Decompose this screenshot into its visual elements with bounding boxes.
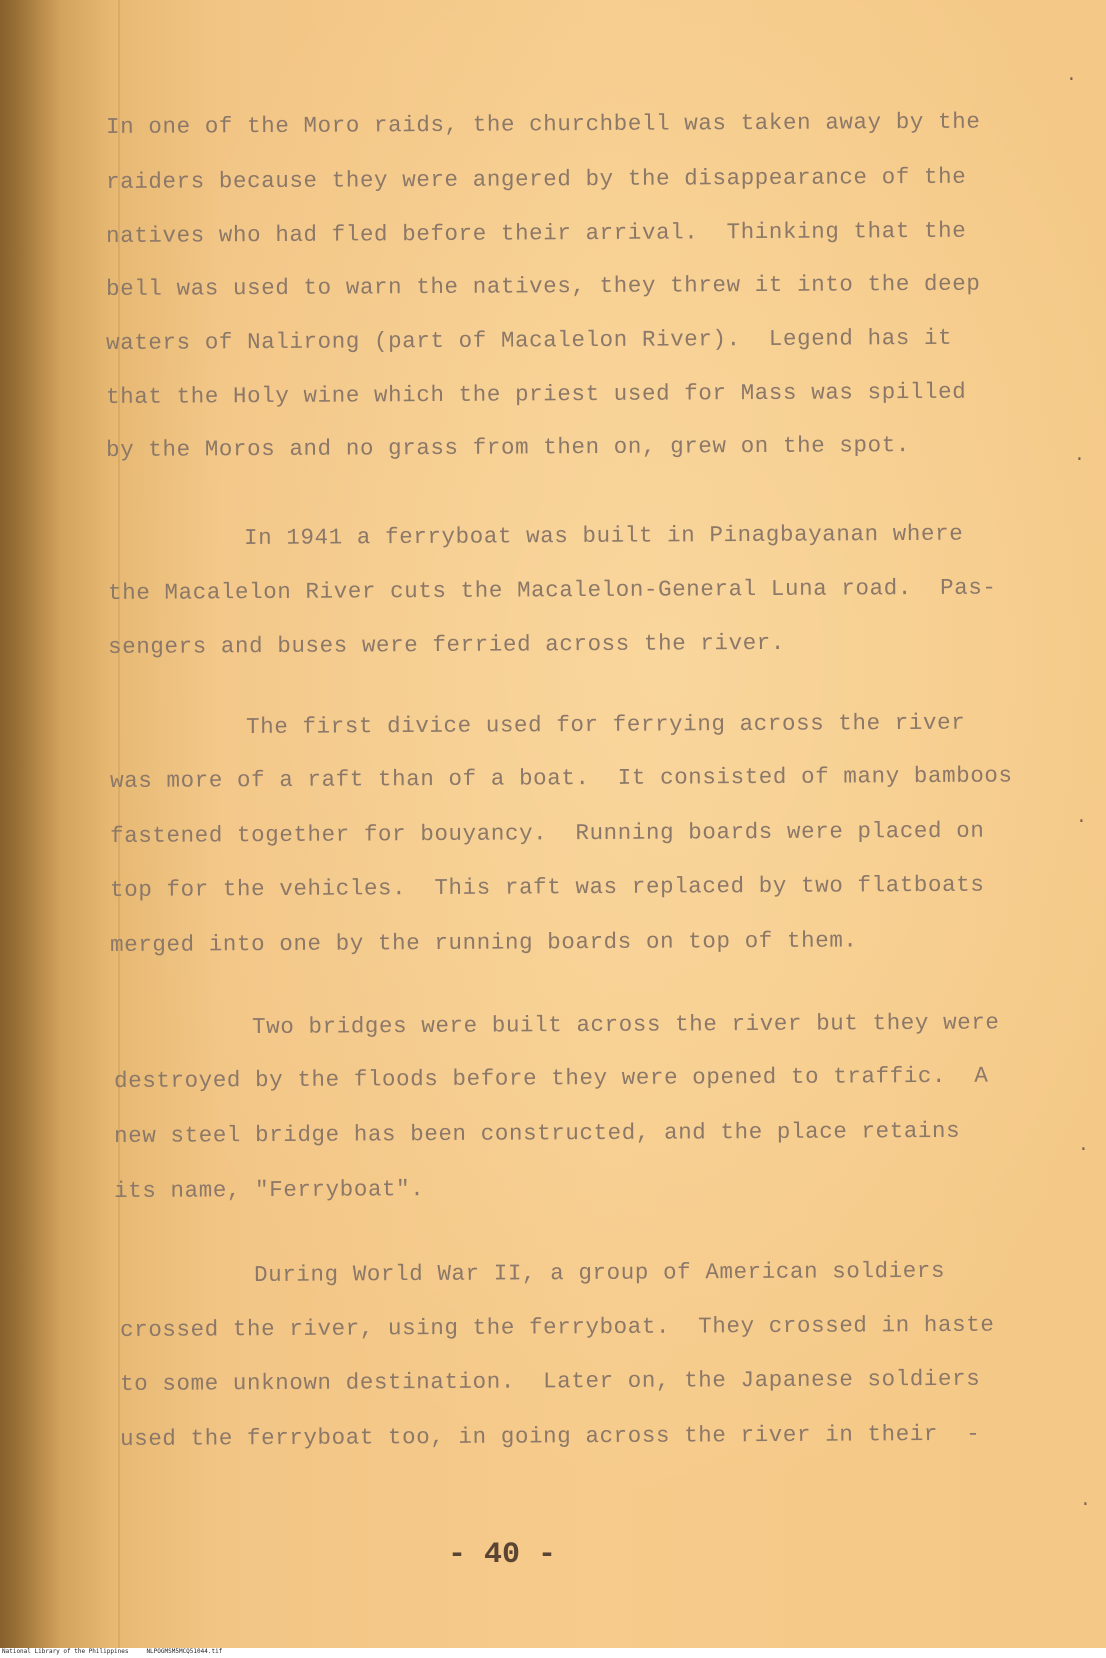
text-line: sengers and buses were ferried across the river. [108, 629, 786, 660]
text-line: destroyed by the floods before they were opened to traffic. A [114, 1062, 989, 1094]
text-line: waters of Nalirong (part of Macalelon River). Legend has it [106, 324, 953, 356]
text-line: the Macalelon River cuts the Macalelon-General Luna road. Pas- [108, 574, 997, 606]
text-line: natives who had fled before their arrival. Thinking that the [106, 217, 967, 249]
margin-mark: · [1078, 1140, 1089, 1160]
text-line: was more of a raft than of a boat. It consisted of many bamboos [110, 762, 1013, 794]
text-line: bell was used to warn the natives, they threw it into the deep [106, 270, 981, 302]
page-number: - 40 - [448, 1538, 557, 1572]
text-line: Two bridges were built across the river but they were [252, 1009, 1000, 1040]
text-line: to some unknown destination. Later on, the Japanese soldiers [120, 1365, 981, 1397]
text-line: used the ferryboat too, in going across the river in their - [120, 1420, 981, 1452]
text-line: raiders because they were angered by the disappearance of the [106, 163, 967, 195]
text-line: new steel bridge has been constructed, and the place retains [114, 1117, 961, 1149]
text-line: by the Moros and no grass from then on, grew on the spot. [106, 432, 910, 463]
binding-shadow [0, 0, 60, 1648]
footer-library: National Library of the Philippines [2, 1648, 129, 1655]
margin-mark: · [1080, 1495, 1091, 1515]
text-line: fastened together for bouyancy. Running boards were placed on [110, 817, 985, 849]
text-line: top for the vehicles. This raft was replaced by two flatboats [110, 871, 985, 903]
margin-mark: · [1076, 812, 1087, 832]
footer-file-id: NLPOGMSM5MCQ51044.tif [146, 1648, 223, 1655]
text-line: merged into one by the running boards on top of them. [110, 927, 858, 958]
scan-footer [2, 1648, 222, 1655]
margin-mark: · [1074, 450, 1085, 470]
margin-mark: · [1066, 70, 1077, 90]
text-line: that the Holy wine which the priest used for Mass was spilled [106, 378, 967, 410]
text-line: In 1941 a ferryboat was built in Pinagbayanan where [244, 520, 964, 551]
text-line: its name, "Ferryboat". [114, 1176, 425, 1204]
text-line: In one of the Moro raids, the churchbell was taken away by the [106, 108, 981, 140]
text-line: crossed the river, using the ferryboat. They crossed in haste [120, 1311, 995, 1343]
text-line: The first divice used for ferrying across the river [246, 709, 966, 740]
text-line: During World War II, a group of American soldiers [254, 1257, 946, 1288]
